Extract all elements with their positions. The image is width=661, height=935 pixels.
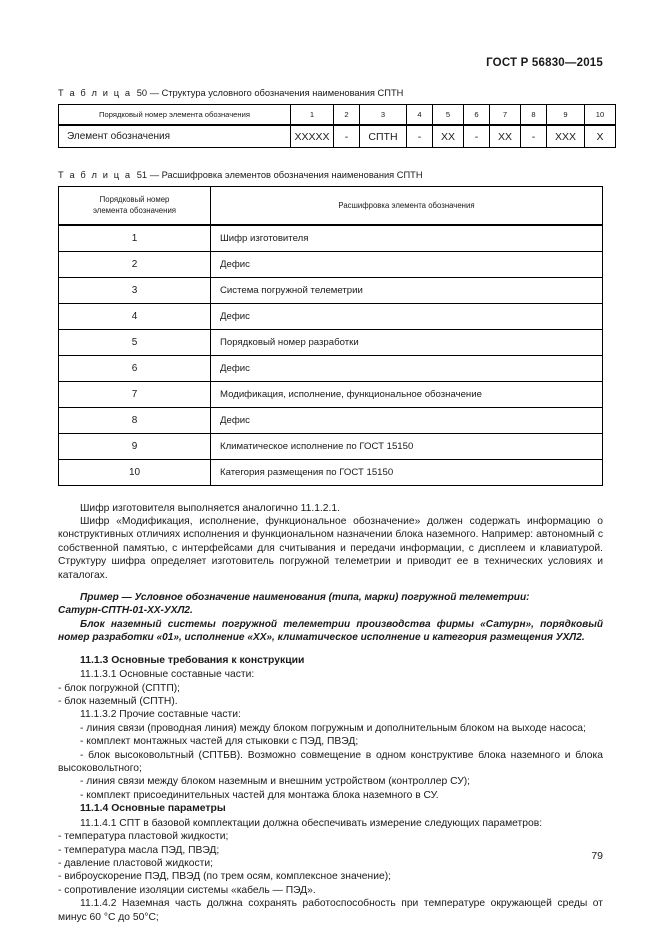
list-item: - температура пластовой жидкости; [58,831,229,843]
paragraph-shifr-modifikaciya: Шифр «Модификация, исполнение, функциональное обозначение» должен содержать информацию о конструктивных отличиях исполнения и функциональном назначении блока наземного. Например: автономный с собственной памятью, с интерфейсами для считывания и передачи информации, с дисплеем и клавиатурой. Структуру шифра определяет изготовитель погружной телеметрии и приводит ее в технических условиях и каталогах. [58,516,603,581]
list-item: - виброускорение ПЭД, ПВЭД (по трем осям, комплексное значение); [58,871,391,883]
table-50-value-7: XX [490,125,521,148]
table-50-caption-word: Т а б л и ц а [58,88,132,98]
table-51-caption [58,170,603,180]
page-content [58,88,603,924]
table-51-row-6-number: 6 [59,355,211,381]
table-50-col-4: 4 [407,105,433,126]
paragraph-shifr-izgotovitelya: Шифр изготовителя выполняется аналогично 11.1.2.1. [80,502,340,514]
table-51-row-4-description: Дефис [211,303,603,329]
table-50-row-label: Элемент обозначения [59,125,291,148]
table-50-col-6: 6 [464,105,490,126]
table-50-value-2: - [334,125,360,148]
table-row [59,251,603,277]
table-51-row-8-description: Дефис [211,407,603,433]
table-50-header-row [59,105,616,126]
example-line-2: Сатурн-СПТН-01-ХХ-УХЛ2. [58,605,193,617]
table-50-caption-title: — Структура условного обозначения наименования СПТН [149,88,404,98]
table-51 [58,186,603,486]
table-50-col-7: 7 [490,105,521,126]
table-50-col-10: 10 [585,105,616,126]
table-51-caption-title: — Расшифровка элементов обозначения наименования СПТН [149,170,423,180]
table-51-row-6-description: Дефис [211,355,603,381]
list-item: - комплект присоединительных частей для монтажа блока наземного в СУ. [80,789,439,801]
table-row [59,329,603,355]
table-51-header-number-line2: элемента обозначения [92,206,177,216]
table-51-row-8-number: 8 [59,407,211,433]
table-50-value-9: XXX [547,125,585,148]
table-50-value-1: XXXXX [291,125,334,148]
paragraph-11-1-3-2: 11.1.3.2 Прочие составные части: [80,709,241,721]
table-51-row-1-number: 1 [59,225,211,252]
list-item: - давление пластовой жидкости; [58,857,213,869]
table-50-value-4: - [407,125,433,148]
table-51-row-2-description: Дефис [211,251,603,277]
table-50-col-5: 5 [433,105,464,126]
table-51-row-9-description: Климатическое исполнение по ГОСТ 15150 [211,433,603,459]
paragraph-11-1-4-1: 11.1.4.1 СПТ в базовой комплектации должна обеспечивать измерение следующих параметров: [80,817,543,829]
table-row [59,407,603,433]
table-row [59,459,603,485]
table-51-row-7-description: Модификация, исполнение, функциональное обозначение [211,381,603,407]
table-51-row-3-description: Система погружной телеметрии [211,277,603,303]
table-50-caption [58,88,603,98]
list-item: - блок наземный (СПТН). [58,695,178,707]
table-50-header-label: Порядковый номер элемента обозначения [59,105,291,126]
table-50-value-6: - [464,125,490,148]
table-50-col-3: 3 [360,105,407,126]
table-50-value-8: - [521,125,547,148]
table-51-row-5-number: 5 [59,329,211,355]
table-51-header-number [59,187,211,225]
example-line-1: Пример — Условное обозначение наименования (типа, марки) погружной телеметрии: [80,592,530,604]
table-51-row-5-description: Порядковый номер разработки [211,329,603,355]
table-51-header-number-line1: Порядковый номер [99,195,170,204]
table-row [59,225,603,252]
table-51-row-4-number: 4 [59,303,211,329]
list-item: - блок высоковольтный (СПТБВ). Возможно совмещение в одном конструктиве блока наземного и блока высоковольтного; [58,749,603,774]
table-row [59,277,603,303]
table-row [59,355,603,381]
table-51-row-3-number: 3 [59,277,211,303]
table-row [59,381,603,407]
table-51-header-row [59,187,603,225]
table-50-caption-number: 50 [136,88,148,98]
table-50-value-3: СПТН [360,125,407,148]
example-block [58,591,603,645]
table-50-col-1: 1 [291,105,334,126]
table-51-row-1-description: Шифр изготовителя [211,225,603,252]
table-51-row-2-number: 2 [59,251,211,277]
table-50-col-8: 8 [521,105,547,126]
list-item: - сопротивление изоляции системы «кабель — ПЭД». [58,884,316,896]
table-row [59,433,603,459]
table-51-row-10-number: 10 [59,459,211,485]
table-row [59,303,603,329]
table-51-row-7-number: 7 [59,381,211,407]
table-50-col-2: 2 [334,105,360,126]
table-51-header-description: Расшифровка элемента обозначения [211,187,603,225]
table-51-row-10-description: Категория размещения по ГОСТ 15150 [211,459,603,485]
list-item: - комплект монтажных частей для стыковки с ПЭД, ПВЭД; [80,736,359,748]
heading-11-1-4: 11.1.4 Основные параметры [80,803,226,815]
table-51-row-9-number: 9 [59,433,211,459]
paragraph-11-1-4-2: 11.1.4.2 Наземная часть должна сохранять работоспособность при температуре окружающей среды от минус 60 °С до 50°С; [58,898,603,923]
list-item: - линия связи между блоком наземным и внешним устройством (контроллер СУ); [80,776,471,788]
table-51-caption-word: Т а б л и ц а [58,170,132,180]
list-item: - блок погружной (СПТП); [58,682,181,694]
list-item: - линия связи (проводная линия) между блоком погружным и дополнительным блоком на выходе насоса; [80,722,586,734]
page-header-standard-number: ГОСТ Р 56830—2015 [486,57,603,69]
paragraph-11-1-3-1: 11.1.3.1 Основные составные части: [80,669,255,681]
table-50 [58,104,616,148]
table-50-value-5: XX [433,125,464,148]
list-item: - температура масла ПЭД, ПВЭД; [58,844,220,856]
table-51-caption-number: 51 [136,170,148,180]
heading-11-1-3: 11.1.3 Основные требования к конструкции [80,654,305,666]
body-text [58,502,603,924]
page-number: 79 [591,850,603,862]
table-50-col-9: 9 [547,105,585,126]
example-line-3: Блок наземный системы погружной телеметрии производства фирмы «Сатурн», порядковый номер разработки «01», исполнение «ХХ», климатическое исполнение и категория размещения УХЛ2. [58,618,603,644]
table-50-value-10: X [585,125,616,148]
table-50-value-row [59,125,616,148]
